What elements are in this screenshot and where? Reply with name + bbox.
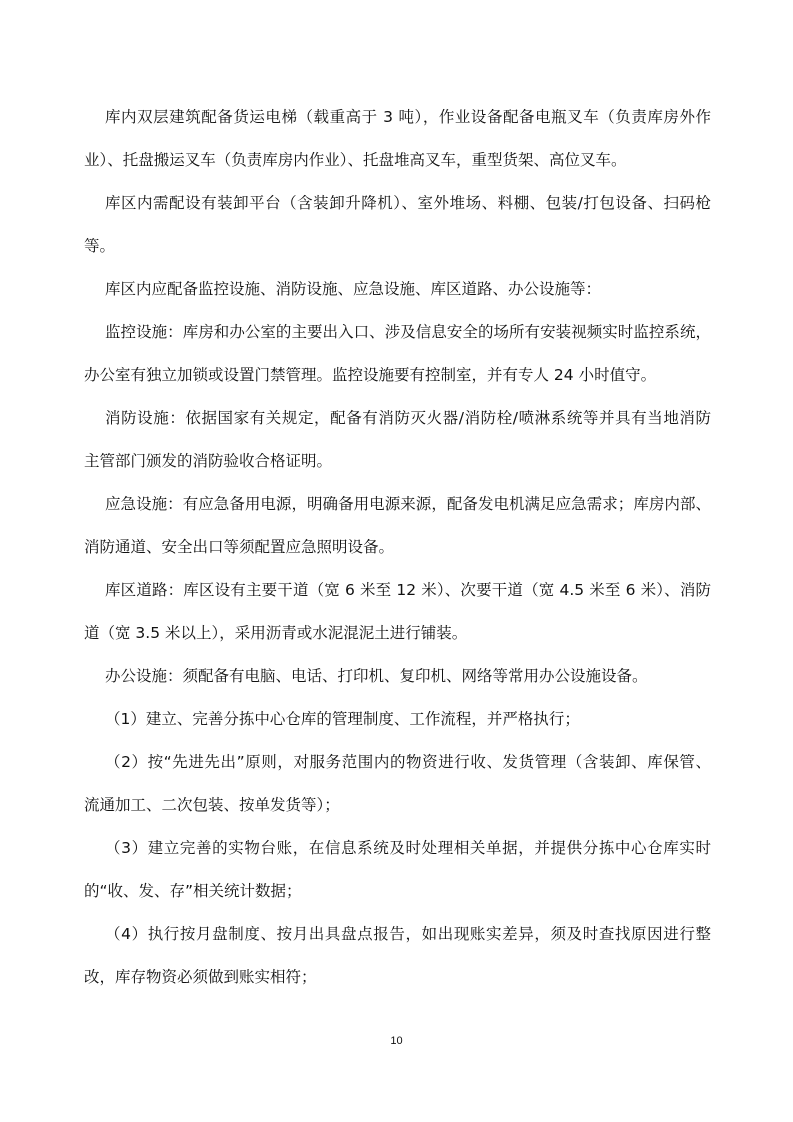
paragraph: [84, 103, 711, 189]
paragraph-line: （3）建立完善的实物台账，在信息系统及时处理相关单据，并提供分拣中心仓库实时: [105, 839, 711, 857]
document-body: [84, 103, 711, 1006]
paragraph-line: 办公室有独立加锁或设置门禁管理。监控设施要有控制室，并有专人 24 小时值守。: [84, 366, 657, 384]
paragraph-line: 监控设施：库房和办公室的主要出入口、涉及信息安全的场所有安装视频实时监控系统，: [105, 323, 711, 341]
paragraph: [84, 705, 711, 748]
paragraph: [84, 920, 711, 1006]
paragraph-line: 库区内应配备监控设施、消防设施、应急设施、库区道路、办公设施等：: [105, 280, 602, 298]
paragraph-line: 的“收、发、存”相关统计数据；: [84, 882, 302, 900]
paragraph-line: 库区道路：库区设有主要干道（宽 6 米至 12 米）、次要干道（宽 4.5 米至 6 米）、消防: [105, 581, 711, 599]
paragraph: [84, 748, 711, 834]
paragraph: [84, 318, 711, 404]
paragraph-line: 等。: [84, 237, 116, 255]
paragraph-line: 消防设施：依据国家有关规定，配备有消防灭火器/消防栓/喷淋系统等并具有当地消防: [105, 409, 711, 427]
paragraph-line: 主管部门颁发的消防验收合格证明。: [84, 452, 333, 470]
paragraph-line: 库内双层建筑配备货运电梯（载重高于 3 吨），作业设备配备电瓶叉车（负责库房外作: [105, 108, 711, 126]
paragraph: [84, 662, 711, 705]
paragraph-line: 道（宽 3.5 米以上），采用沥青或水泥混泥土进行铺装。: [84, 624, 468, 642]
paragraph-line: 应急设施：有应急备用电源，明确备用电源来源，配备发电机满足应急需求；库房内部、: [105, 495, 711, 513]
paragraph: [84, 189, 711, 275]
paragraph: [84, 275, 711, 318]
paragraph-line: 业）、托盘搬运叉车（负责库房内作业）、托盘堆高叉车，重型货架、高位叉车。: [84, 151, 627, 169]
paragraph-line: 办公设施：须配备有电脑、电话、打印机、复印机、网络等常用办公设施设备。: [105, 667, 648, 685]
paragraph-line: （4）执行按月盘制度、按月出具盘点报告，如出现账实差异，须及时查找原因进行整: [105, 925, 711, 943]
paragraph: [84, 576, 711, 662]
paragraph: [84, 490, 711, 576]
page-number: 10: [390, 1035, 403, 1047]
paragraph-line: （1）建立、完善分拣中心仓库的管理制度、工作流程，并严格执行；: [105, 710, 580, 728]
paragraph-line: （2）按“先进先出”原则，对服务范围内的物资进行收、发货管理（含装卸、库保管、: [105, 753, 711, 771]
paragraph-line: 消防通道、安全出口等须配置应急照明设备。: [84, 538, 395, 556]
paragraph-line: 库区内需配设有装卸平台（含装卸升降机）、室外堆场、料棚、包装/打包设备、扫码枪: [105, 194, 711, 212]
paragraph-line: 流通加工、二次包装、按单发货等）；: [84, 796, 340, 814]
paragraph-line: 改，库存物资必须做到账实相符；: [84, 968, 317, 986]
paragraph: [84, 404, 711, 490]
paragraph: [84, 834, 711, 920]
